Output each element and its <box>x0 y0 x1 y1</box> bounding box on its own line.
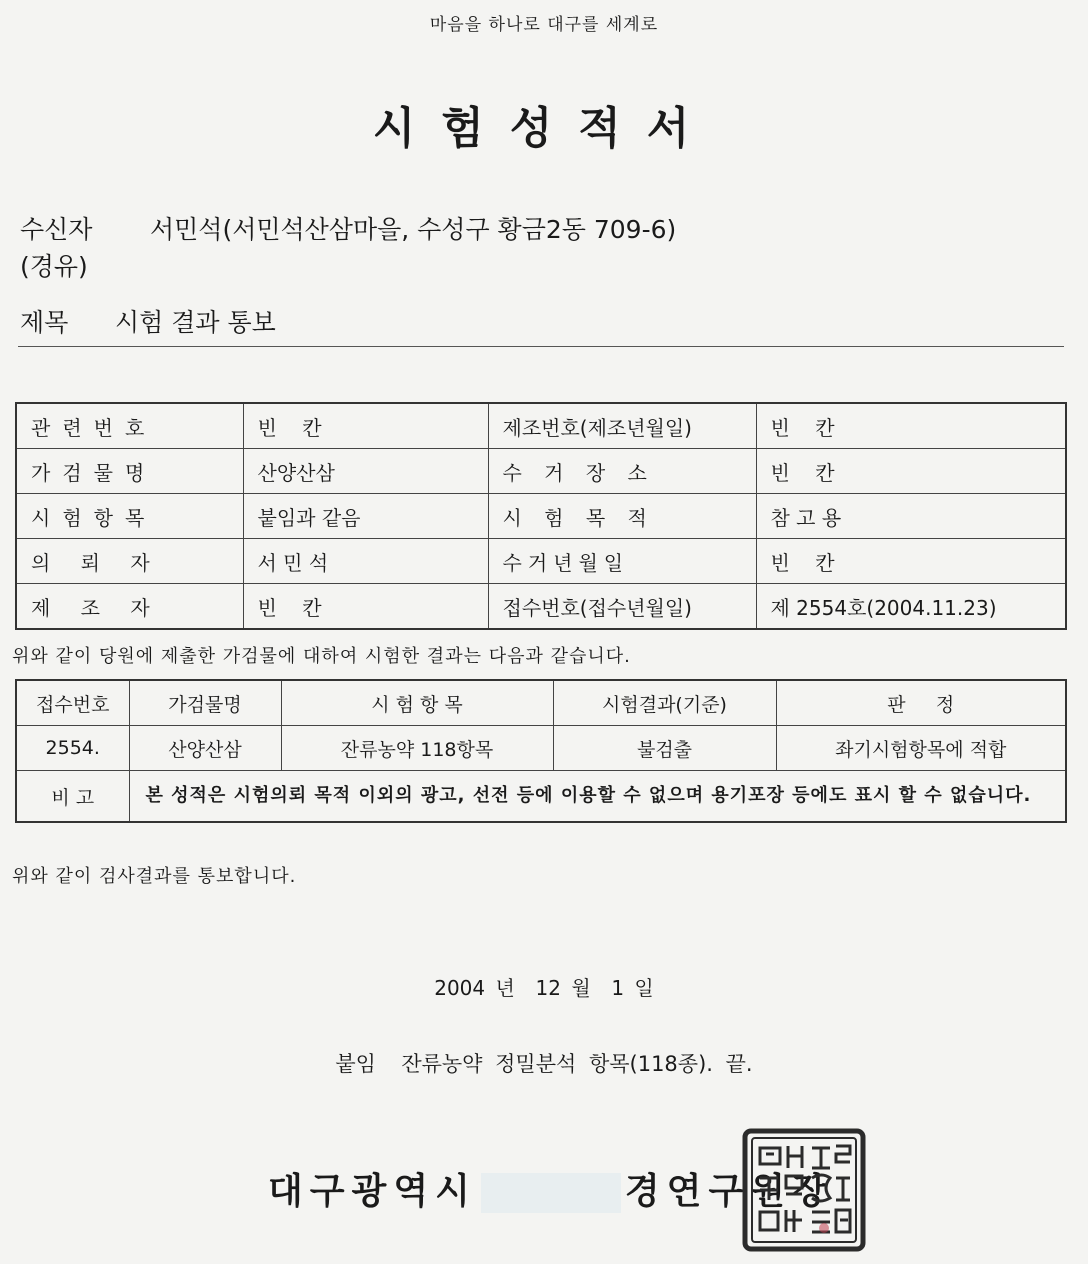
table-row <box>16 494 1066 539</box>
table-row <box>16 726 1066 771</box>
issuer-part-1: 대구광역시 <box>268 1171 477 1212</box>
info-key: 수거년월일 <box>488 539 756 584</box>
info-key: 시 험 목 적 <box>488 494 756 539</box>
info-key: 관련번호 <box>16 403 243 449</box>
table-row <box>16 449 1066 494</box>
divider <box>18 346 1064 347</box>
info-table <box>15 402 1067 630</box>
info-value: 빈 칸 <box>756 539 1066 584</box>
column-header: 판 정 <box>776 680 1066 726</box>
table-row <box>16 539 1066 584</box>
remark-text: 본 성적은 시험의뢰 목적 이외의 광고, 선전 등에 이용할 수 없으며 용기포장 등에도 표시 할 수 없습니다. <box>129 771 1066 823</box>
official-seal-icon <box>742 1128 866 1252</box>
info-key: 의 뢰 자 <box>16 539 243 584</box>
closing-text: 위와 같이 검사결과를 통보합니다. <box>12 866 297 887</box>
column-header: 접수번호 <box>16 680 129 726</box>
column-header: 시 험 항 목 <box>281 680 553 726</box>
recipient-label: 수신자 <box>20 215 93 244</box>
table-header-row <box>16 680 1066 726</box>
subject-value: 시험 결과 통보 <box>115 308 276 337</box>
remark-label: 비 고 <box>16 771 129 823</box>
slogan: 마음을 하나로 대구를 세계로 <box>429 15 659 35</box>
info-value: 빈 칸 <box>243 403 488 449</box>
recipient-line <box>20 210 676 246</box>
column-header: 가검물명 <box>129 680 281 726</box>
result-table <box>15 679 1067 823</box>
info-value: 서 민 석 <box>243 539 488 584</box>
info-value: 붙임과 같음 <box>243 494 488 539</box>
info-key: 제 조 자 <box>16 584 243 630</box>
info-key: 수 거 장 소 <box>488 449 756 494</box>
info-value: 빈 칸 <box>243 584 488 630</box>
table-cell: 잔류농약 118항목 <box>281 726 553 771</box>
info-value: 빈 칸 <box>756 449 1066 494</box>
remark-row <box>16 771 1066 823</box>
table-cell: 산양산삼 <box>129 726 281 771</box>
attachment-note: 붙임 잔류농약 정밀분석 항목(118종). 끝. <box>335 1052 753 1076</box>
document-title: 시험성적서 <box>372 103 716 154</box>
table-cell: 불검출 <box>553 726 776 771</box>
subject-line <box>20 303 276 339</box>
info-value: 산양산삼 <box>243 449 488 494</box>
via-line: (경유) <box>20 252 88 281</box>
table-cell: 좌기시험항목에 적합 <box>776 726 1066 771</box>
info-value: 빈 칸 <box>756 403 1066 449</box>
table-row <box>16 403 1066 449</box>
subject-label: 제목 <box>20 308 69 337</box>
table-cell: 2554. <box>16 726 129 771</box>
info-key: 가검물명 <box>16 449 243 494</box>
issue-date: 2004 년 12 월 1 일 <box>434 976 654 1000</box>
table-row <box>16 584 1066 630</box>
issuer-part-2: 경연구원장 <box>624 1171 834 1212</box>
info-value: 참 고 용 <box>756 494 1066 539</box>
column-header: 시험결과(기준) <box>553 680 776 726</box>
redacted-area <box>481 1173 621 1213</box>
intro-text: 위와 같이 당원에 제출한 가검물에 대하여 시험한 결과는 다음과 같습니다. <box>12 646 631 667</box>
info-key: 접수번호(접수년월일) <box>488 584 756 630</box>
recipient-value: 서민석(서민석산삼마을, 수성구 황금2동 709-6) <box>150 215 677 244</box>
info-key: 시험항목 <box>16 494 243 539</box>
info-value: 제 2554호(2004.11.23) <box>756 584 1066 630</box>
info-key: 제조번호(제조년월일) <box>488 403 756 449</box>
